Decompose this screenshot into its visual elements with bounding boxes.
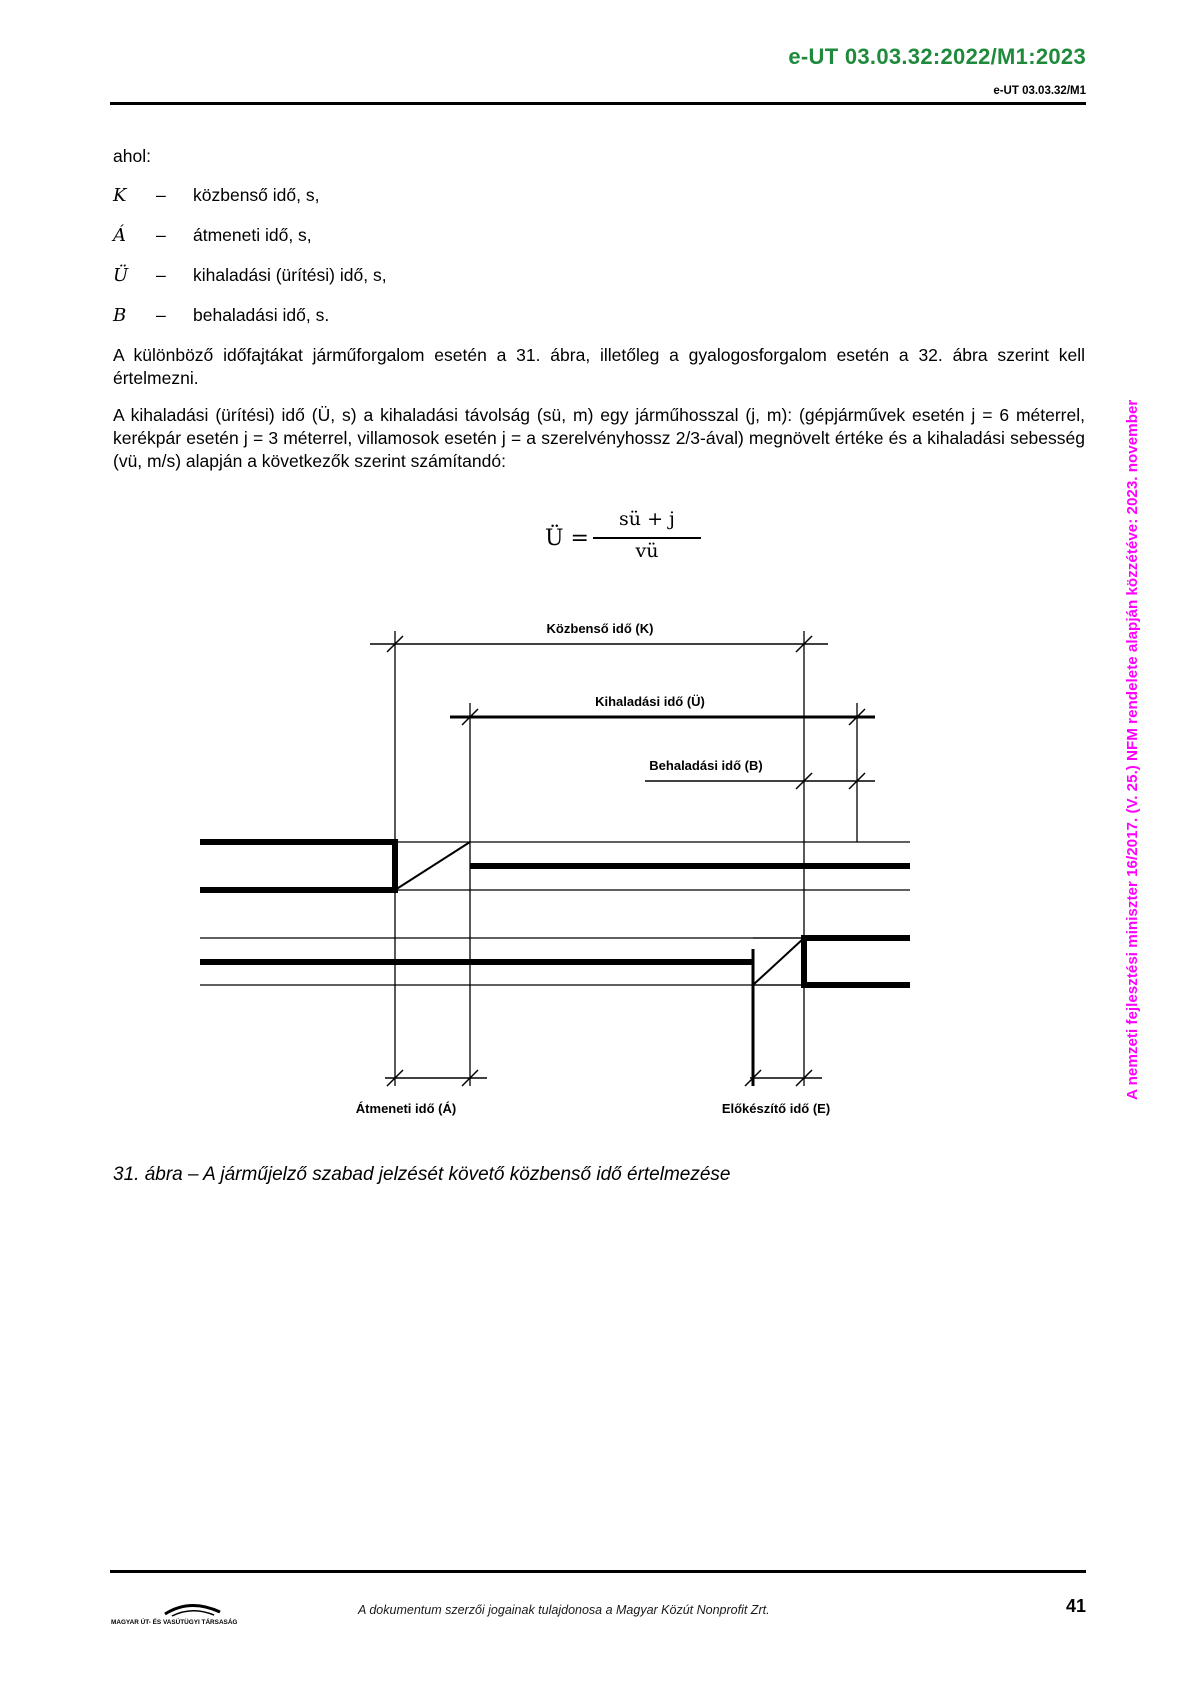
logo-text: MAGYAR ÚT- ÉS VASÚTÜGYI TÁRSASÁG: [111, 1619, 238, 1626]
footer-rule: [110, 1570, 1086, 1573]
label-behaladasi: Behaladási idő (B): [649, 758, 763, 773]
paragraph-clearance-time: A kihaladási (ürítési) idő (Ü, s) a kihaladási távolság (sü, m) egy járműhosszal (j, m): (gépjárművek esetén j = 6 méterrel, kerékpár esetén j = 3 méterrel, villamosok esetén j = a szerelvényhossz 2/3-ával) megnövelt értéke és a kihaladási sebesség (vü, m/s) alapján a következők szerint számítandó:: [113, 405, 1085, 471]
paragraph-figure-reference: A különböző időfajtákat járműforgalom esetén a 31. ábra, illetőleg a gyalogosforgalom esetén a 32. ábra szerint kell értelmezni.: [113, 345, 1085, 388]
label-elokeszito: Előkészítő idő (E): [721, 1101, 831, 1116]
logo-arc: [165, 1605, 220, 1614]
side-note-text: A nemzeti fejlesztési miniszter 16/2017. (V. 25.) NFM rendelete alapján közzétéve: 2023. november: [1124, 399, 1141, 1100]
label-kozbenso: Közbenső idő (K): [546, 621, 654, 636]
definition-text: behaladási idő, s.: [193, 305, 330, 325]
formula-fraction: [593, 508, 701, 562]
definition-symbol: Ü: [113, 265, 129, 286]
definition-dash: –: [156, 225, 166, 245]
definition-text: kihaladási (ürítési) idő, s,: [193, 265, 387, 285]
formula-numerator: sü + j: [619, 508, 675, 530]
logo-arc: [172, 1611, 214, 1616]
intro-text: ahol:: [113, 146, 151, 166]
definition-dash: –: [156, 265, 166, 285]
page-number: 41: [1065, 1596, 1086, 1616]
society-logo-svg: [110, 1600, 260, 1630]
label-atmeneti: Átmeneti idő (Á): [355, 1101, 457, 1116]
timing-diagram: [200, 615, 990, 1140]
formula-lhs: Ü =: [545, 526, 589, 551]
definition-text: közbenső idő, s,: [193, 185, 320, 205]
header-rule: [110, 102, 1086, 105]
society-logo: [110, 1600, 260, 1630]
timing-diagram-svg: [200, 615, 990, 1135]
definition-symbol: Á: [113, 225, 126, 246]
signal2-prep-diagonal: [753, 938, 804, 985]
definition-dash: –: [156, 305, 166, 325]
label-kihaladasi: Kihaladási idő (Ü): [595, 694, 705, 709]
formula-denominator: vü: [635, 540, 659, 562]
side-note-svg: [1125, 160, 1141, 1100]
side-note: [1125, 160, 1141, 1100]
figure-caption: 31. ábra – A járműjelző szabad jelzését követő közbenső idő értelmezése: [113, 1164, 731, 1185]
definition-dash: –: [156, 185, 166, 205]
definition-symbol: K: [113, 185, 127, 206]
definition-symbol: B: [113, 305, 127, 326]
definition-text: átmeneti idő, s,: [193, 225, 312, 245]
standard-title: e-UT 03.03.32:2022/M1:2023: [788, 44, 1086, 69]
copyright-notice: A dokumentum szerzői jogainak tulajdonosa a Magyar Közút Nonprofit Zrt.: [358, 1603, 770, 1617]
doc-code: e-UT 03.03.32/M1: [993, 85, 1086, 97]
fraction-bar: [593, 537, 701, 539]
signal1-transition-diagonal: [395, 842, 470, 890]
